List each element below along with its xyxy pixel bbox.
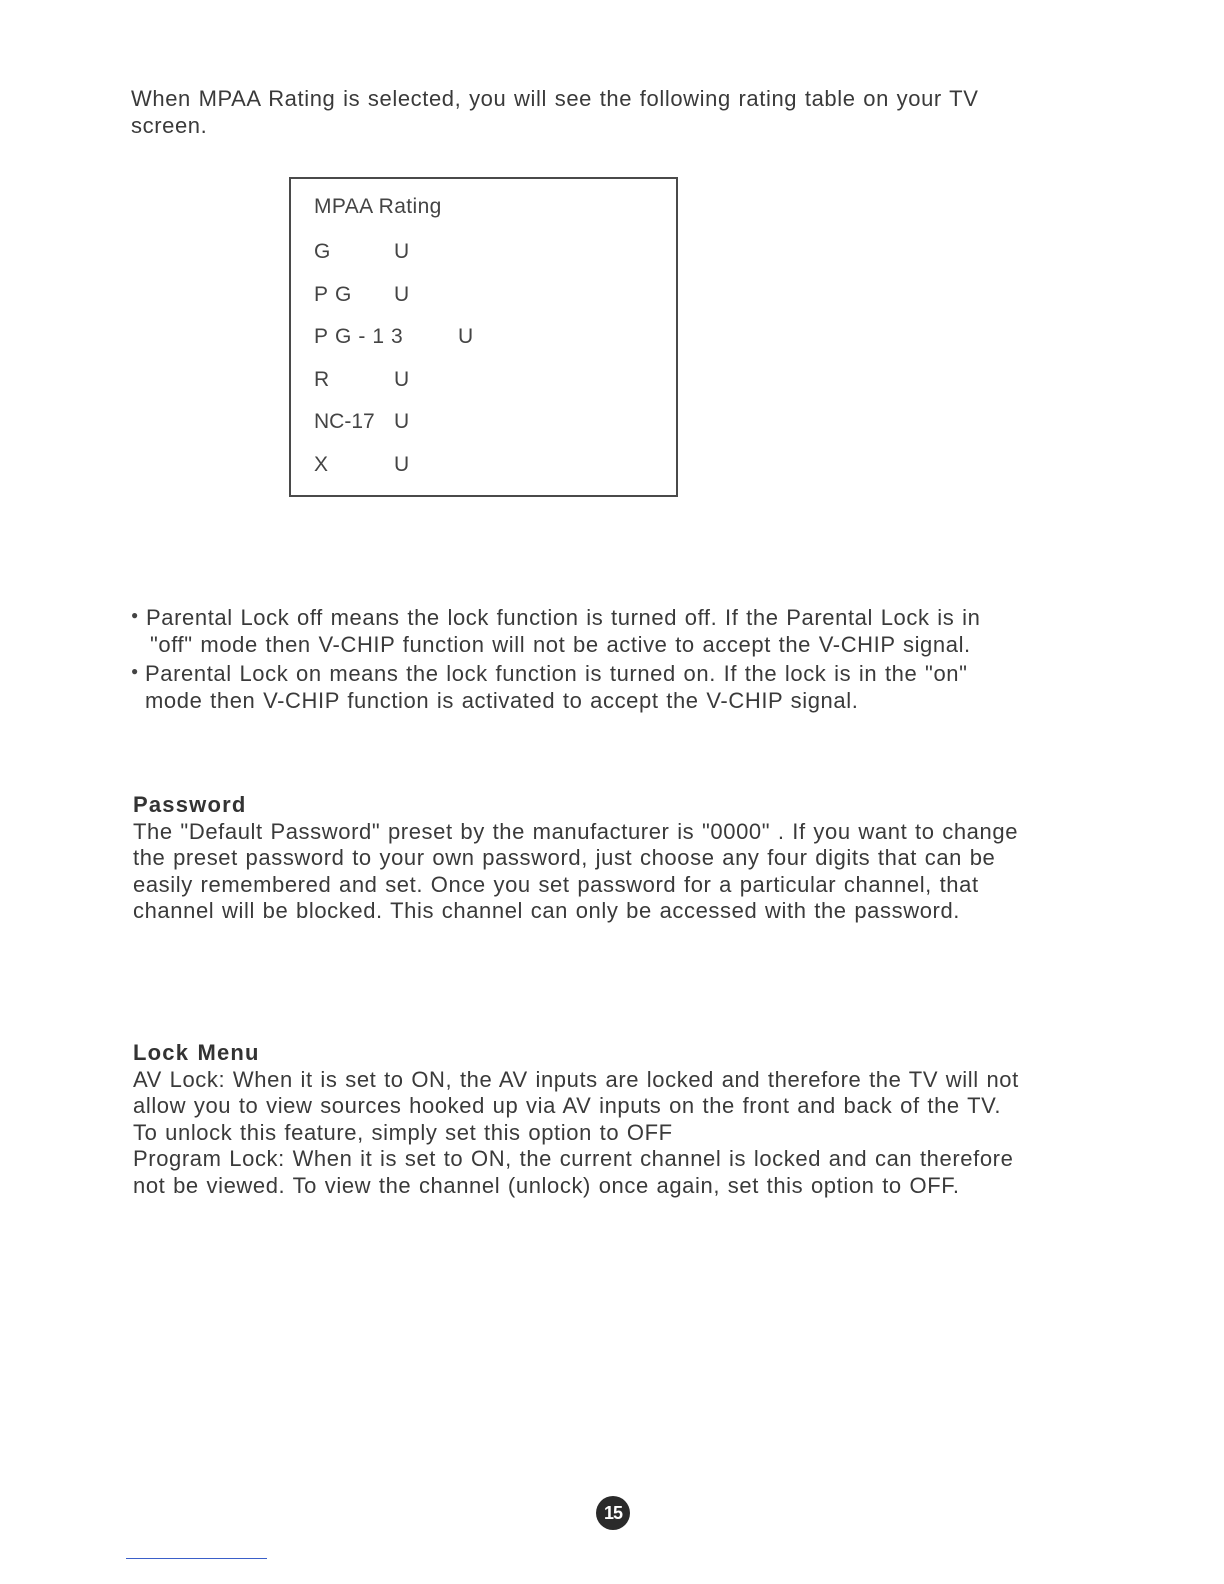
rating-state: U [394, 283, 410, 306]
rating-row-pg [314, 283, 654, 309]
password-line-2: the preset password to your own password, just choose any four digits that can be [133, 845, 996, 870]
lock-menu-line-5: not be viewed. To view the channel (unlock) once again, set this option to OFF. [133, 1172, 960, 1198]
lock-menu-line-2: allow you to view sources hooked up via AV inputs on the front and back of the TV. [133, 1093, 1002, 1118]
page-number-badge: 15 [596, 1496, 630, 1530]
intro-line-2: screen. [131, 112, 208, 138]
password-line-4: channel will be blocked. This channel can only be accessed with the password. [133, 898, 961, 923]
lock-menu-line-4: Program Lock: When it is set to ON, the current channel is locked and can therefore [133, 1146, 1014, 1171]
parental-lock-off-paragraph [146, 605, 980, 658]
lock-menu-line-3: To unlock this feature, simply set this option to OFF [133, 1119, 673, 1145]
parental-lock-on-line-2: mode then V-CHIP function is activated to accept the V-CHIP signal. [145, 687, 859, 713]
intro-line-1: When MPAA Rating is selected, you will see the following rating table on your TV [131, 86, 979, 111]
rating-code: PG [314, 283, 359, 306]
password-heading: Password [133, 792, 247, 817]
rating-code: NC-17 [314, 410, 375, 433]
lock-menu-line-1: AV Lock: When it is set to ON, the AV inputs are locked and therefore the TV will not [133, 1066, 1019, 1092]
password-line-3: easily remembered and set. Once you set password for a particular channel, that [133, 871, 979, 897]
rating-code: X [314, 453, 329, 476]
lock-menu-section [133, 1040, 1019, 1199]
rating-row-r [314, 368, 654, 394]
parental-lock-off-line-2: "off" mode then V-CHIP function will not be active to accept the V-CHIP signal. [150, 631, 971, 657]
rating-code: PG-13 [314, 325, 410, 348]
rating-row-g [314, 240, 654, 266]
rating-code: R [314, 368, 330, 391]
password-section [133, 792, 1018, 925]
parental-lock-off-line-1: Parental Lock off means the lock function is turned off. If the Parental Lock is in [146, 605, 981, 630]
footer-rule [126, 1558, 267, 1559]
bullet-icon: ● [131, 664, 139, 678]
rating-state: U [458, 325, 474, 348]
bullet-icon: ● [131, 608, 139, 622]
rating-row-x [314, 453, 654, 479]
rating-code: G [314, 240, 331, 263]
mpaa-rating-table [289, 177, 678, 497]
intro-paragraph [131, 86, 978, 139]
rating-row-pg13 [314, 325, 654, 351]
rating-state: U [394, 410, 410, 433]
rating-state: U [394, 453, 410, 476]
parental-lock-on-paragraph [145, 661, 968, 714]
parental-lock-on-line-1: Parental Lock on means the lock function is turned on. If the lock is in the "on" [145, 661, 968, 686]
rating-state: U [394, 368, 410, 391]
lock-menu-heading: Lock Menu [133, 1040, 260, 1065]
password-line-1: The "Default Password" preset by the manufacturer is "0000" . If you want to change [133, 818, 1019, 844]
rating-table-title: MPAA Rating [314, 195, 442, 218]
rating-state: U [394, 240, 410, 263]
rating-row-nc17 [314, 410, 654, 436]
